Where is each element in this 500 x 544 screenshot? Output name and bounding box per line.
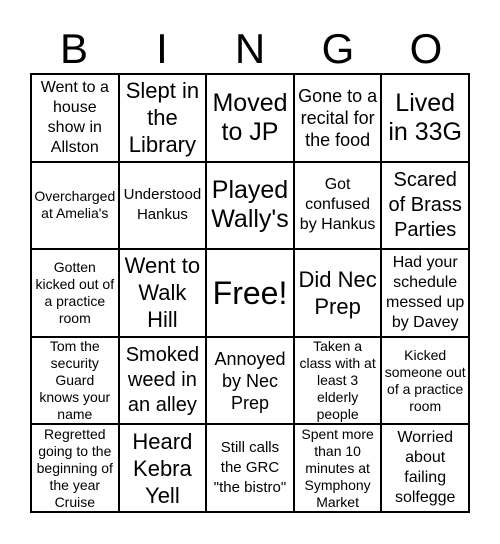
bingo-cell[interactable]: Had your schedule messed up by Davey (381, 249, 469, 337)
bingo-cell[interactable]: Worried about failing solfegge (381, 424, 469, 512)
bingo-cell[interactable]: Gotten kicked out of a practice room (31, 249, 119, 337)
bingo-cell[interactable]: Scared of Brass Parties (381, 162, 469, 250)
free-space[interactable]: Free! (206, 249, 294, 337)
header-letter-b: B (59, 25, 88, 72)
bingo-cell[interactable]: Slept in the Library (119, 74, 207, 162)
header-letter-i: I (156, 25, 168, 72)
bingo-cell[interactable]: Lived in 33G (381, 74, 469, 162)
header-letter-o: O (409, 25, 443, 72)
bingo-cell[interactable]: Kicked someone out of a practice room (381, 337, 469, 425)
bingo-cell[interactable]: Taken a class with at least 3 elderly people (294, 337, 382, 425)
bingo-cell[interactable]: Heard Kebra Yell (119, 424, 207, 512)
bingo-cell[interactable]: Spent more than 10 minutes at Symphony Market (294, 424, 382, 512)
bingo-cell[interactable]: Gone to a recital for the food (294, 74, 382, 162)
bingo-cell[interactable]: Annoyed by Nec Prep (206, 337, 294, 425)
bingo-cell[interactable]: Did Nec Prep (294, 249, 382, 337)
bingo-cell[interactable]: Went to a house show in Allston (31, 74, 119, 162)
bingo-cell[interactable]: Regretted going to the beginning of the year Cruise (31, 424, 119, 512)
bingo-cell[interactable]: Went to Walk Hill (119, 249, 207, 337)
bingo-cell[interactable]: Overcharged at Amelia's (31, 162, 119, 250)
bingo-cell[interactable]: Tom the security Guard knows your name (31, 337, 119, 425)
bingo-cell[interactable]: Got confused by Hankus (294, 162, 382, 250)
bingo-cell[interactable]: Still calls the GRC "the bistro" (206, 424, 294, 512)
bingo-cell[interactable]: Moved to JP (206, 74, 294, 162)
header-letter-g: G (321, 25, 355, 72)
header-letter-n: N (234, 25, 266, 72)
bingo-grid (30, 73, 470, 513)
bingo-cell[interactable]: Played Wally's (206, 162, 294, 250)
bingo-cell[interactable]: Understood Hankus (119, 162, 207, 250)
bingo-cell[interactable]: Smoked weed in an alley (119, 337, 207, 425)
bingo-header (30, 18, 470, 80)
